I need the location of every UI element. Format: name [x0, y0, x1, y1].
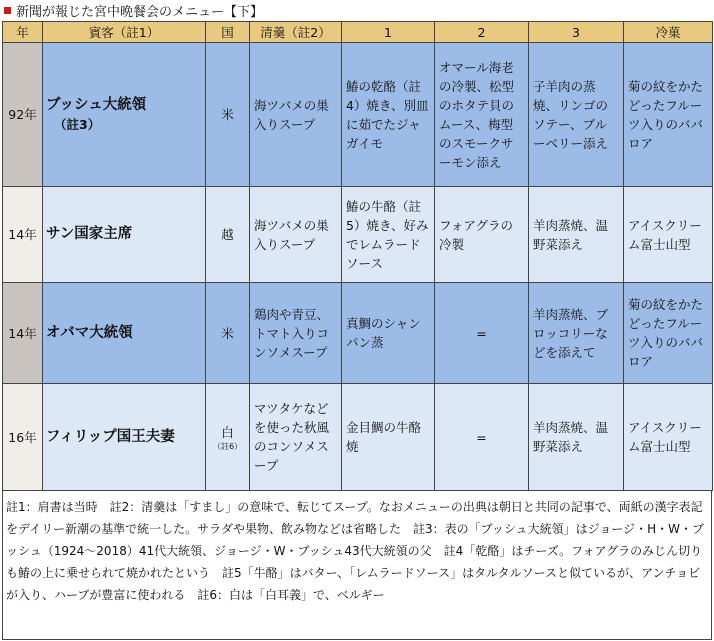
soup-cell: 海ツバメの巣入りスープ [250, 187, 342, 283]
header-guest: 賓客（註1） [43, 22, 206, 43]
course-2-cell: = [435, 283, 529, 384]
course-3-cell: 羊肉蒸焼、温野菜添え [529, 187, 624, 283]
guest-cell [43, 43, 206, 187]
course-2-cell: = [435, 384, 529, 491]
header-course-2: 2 [435, 22, 529, 43]
course-3-cell: 羊肉蒸焼、ブロッコリーなどを添えて [529, 283, 624, 384]
guest-name: サン国家主席 [46, 226, 133, 242]
footnotes: 註1：肩書は当時 註2：清羹は「すまし」の意味で、転じてスープ。なおメニューの出典は朝日と共同の記事で、両紙の漢字表記をデイリー新潮の基準で統一した。サラダや果物、飲み物などは省略した 註3：表の「ブッシュ大統領」はジョージ・H・W・ブッシュ（1924〜2018）41代大統領、ジョージ・W・ブッシュ43代大統領の父 註4「乾酪」はチーズ。フォアグラのみじん切りも鰆の上に乗せられて焼かれたという 註5「牛酪」はバター、「レムラードソース」はタルタルソースと似ているが、アンチョビが入り、ハーブが豊富に使われる 註6：白は「白耳義」で、ベルギー [2, 490, 712, 640]
course-2-cell: オマール海老の冷製、松型のホタテ貝のムース、梅型のスモークサーモン添え [435, 43, 529, 187]
course-2-cell: フォアグラの冷製 [435, 187, 529, 283]
dessert-cell: アイスクリーム富士山型 [624, 187, 713, 283]
course-1-cell: 鰆の乾酪（註4）焼き、別皿に茹でたジャガイモ [342, 43, 435, 187]
header-year: 年 [3, 22, 43, 43]
page-title: 新聞が報じた宮中晩餐会のメニュー【下】 [16, 4, 264, 20]
header-course-3: 3 [529, 22, 624, 43]
country-name: 白 [221, 424, 234, 440]
guest-cell [43, 384, 206, 491]
course-3-cell: 羊肉蒸焼、温野菜添え [529, 384, 624, 491]
header-country: 国 [206, 22, 250, 43]
year-cell: 14年 [3, 187, 43, 283]
country-cell: 米 [206, 283, 250, 384]
course-1-cell: 鰆の牛酪（註5）焼き、好みでレムラードソース [342, 187, 435, 283]
soup-cell: 鶏肉や青豆、トマト入りコンソメスープ [250, 283, 342, 384]
country-cell [206, 384, 250, 491]
year-cell: 16年 [3, 384, 43, 491]
dessert-cell: 菊の紋をかたどったフルーツ入りのババロア [624, 283, 713, 384]
course-1-cell: 真鯛のシャンパン蒸 [342, 283, 435, 384]
header-dessert: 冷菓 [624, 22, 713, 43]
dessert-cell: アイスクリーム富士山型 [624, 384, 713, 491]
guest-name: フィリップ国王夫妻 [46, 428, 175, 445]
year-cell: 14年 [3, 283, 43, 384]
title-bar [0, 0, 714, 20]
year-cell: 92年 [3, 43, 43, 187]
header-soup: 清羹（註2） [250, 22, 342, 43]
soup-cell: 海ツバメの巣入りスープ [250, 43, 342, 187]
country-cell: 越 [206, 187, 250, 283]
guest-cell [43, 187, 206, 283]
guest-name: ブッシュ大統領 [46, 96, 147, 113]
country-cell: 米 [206, 43, 250, 187]
guest-note: （註3） [54, 116, 101, 132]
country-note: （註6） [212, 441, 243, 451]
table-row [3, 187, 713, 283]
soup-cell: マツタケなどを使った秋風のコンソメスープ [250, 384, 342, 491]
course-1-cell: 金目鯛の牛酪焼 [342, 384, 435, 491]
table-header-row [3, 22, 713, 43]
table-row [3, 384, 713, 491]
table-row [3, 43, 713, 187]
course-3-cell: 子羊肉の蒸焼、リンゴのソテー、ブルーベリー添え [529, 43, 624, 187]
menu-table [2, 21, 713, 491]
red-square-icon [4, 7, 11, 14]
header-course-1: 1 [342, 22, 435, 43]
dessert-cell: 菊の紋をかたどったフルーツ入りのババロア [624, 43, 713, 187]
table-row [3, 283, 713, 384]
guest-cell [43, 283, 206, 384]
guest-name: オバマ大統領 [46, 324, 133, 341]
